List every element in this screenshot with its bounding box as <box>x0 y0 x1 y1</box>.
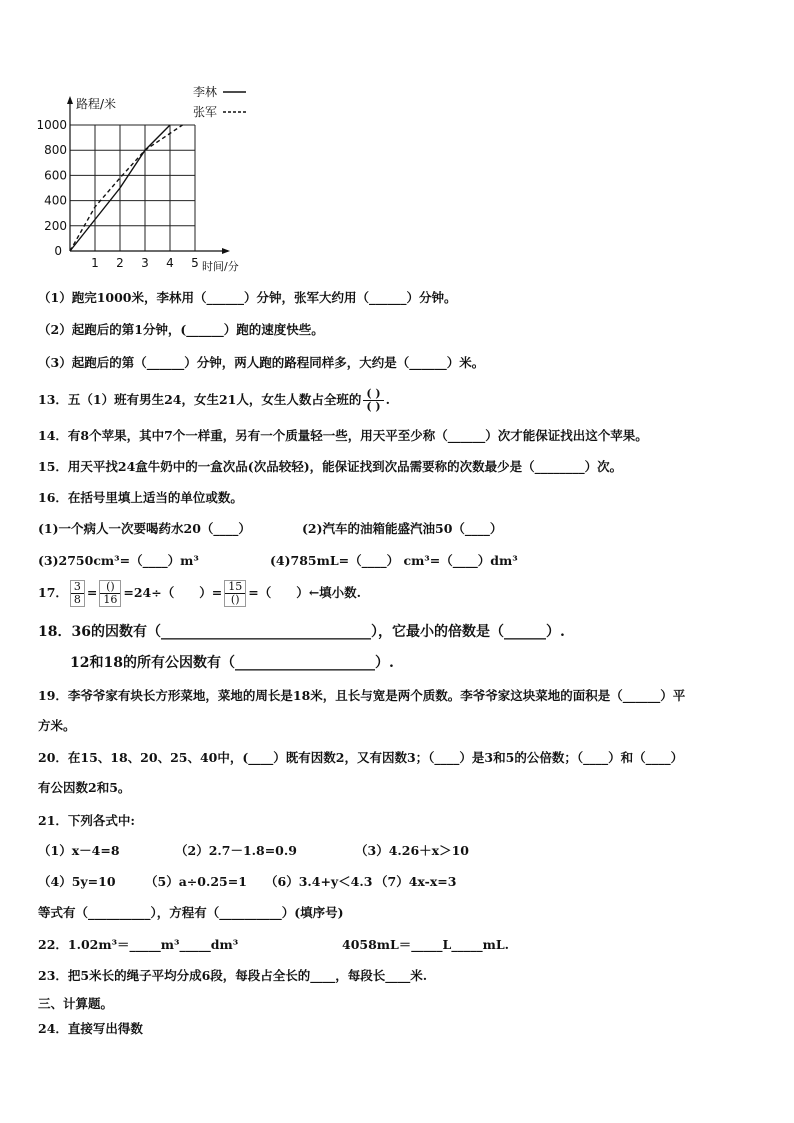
distance-time-chart <box>28 80 268 280</box>
equation-4: （4）5y=10 <box>38 874 116 889</box>
equation-5: （5）a÷0.25=1 <box>145 874 247 889</box>
x-tick-label: 4 <box>166 256 174 270</box>
x-tick-label: 3 <box>141 256 149 270</box>
y-axis-label: 路程/米 <box>76 97 117 111</box>
question-21-title: 21．下列各式中: <box>38 813 136 828</box>
x-tick-label: 5 <box>191 256 199 270</box>
question-24: 24．直接写出得数 <box>38 1021 143 1036</box>
q12-part3: （3）起跑后的第（______）分钟，两人跑的路程同样多，大约是（______）米。 <box>38 355 485 370</box>
question-16-part3: (3)2750cm³=（____）m³ <box>38 553 199 568</box>
y-axis-arrow <box>67 96 73 104</box>
fraction-blank: $\frac{( )}{( )}$ <box>363 388 383 413</box>
question-19-line2: 方米。 <box>38 718 76 733</box>
question-22-part2: 4058mL＝_____L_____mL. <box>342 937 509 952</box>
y-tick-label: 400 <box>44 193 67 208</box>
fraction-3-8: $\frac{3}{8}$ <box>70 580 85 607</box>
equation-6: （6）3.4+y＜4.3 <box>265 874 373 889</box>
origin-label: 0 <box>54 244 62 258</box>
section-3-title: 三、计算题。 <box>38 996 114 1011</box>
question-19-line1: 19．李爷爷家有块长方形菜地，菜地的周长是18米，且长与宽是两个质数。李爷爷家这块菜地的面积是（______）平 <box>38 688 686 703</box>
legend-label: 李林 <box>193 85 218 99</box>
y-tick-label: 600 <box>44 168 67 183</box>
question-22-part1: 22．1.02m³＝_____m³_____dm³ <box>38 937 239 952</box>
legend-label: 张军 <box>193 105 218 119</box>
question-18-part1: 18．36的因数有（______________________________），它最小的倍数是（______）. <box>38 624 565 640</box>
q12-part1: （1）跑完1000米，李林用（______）分钟，张军大约用（______）分钟。 <box>38 290 457 305</box>
x-axis-label: 时间/分 <box>202 260 239 273</box>
question-18-part2: 12和18的所有公因数有（____________________）. <box>70 655 394 671</box>
question-20-line1: 20．在15、18、20、25、40中，(____）既有因数2，又有因数3；（____）是3和5的公倍数；（____）和（____） <box>38 750 684 765</box>
y-tick-label: 800 <box>44 143 67 158</box>
equation-7: （7）4x-x=3 <box>375 874 457 889</box>
fraction-15-blank: $\frac{15}{()}$ <box>224 580 246 607</box>
question-20-line2: 有公因数2和5。 <box>38 780 131 795</box>
y-tick-label: 200 <box>44 218 67 233</box>
q12-part2: （2）起跑后的第1分钟，(______）跑的速度快些。 <box>38 322 324 337</box>
question-23: 23．把5米长的绳子平均分成6段，每段占全长的____，每段长____米. <box>38 968 428 983</box>
question-21-answer: 等式有（__________），方程有（__________）(填序号) <box>38 905 344 920</box>
question-17: 17． $\frac{3}{8}$ = $\frac{()}{16}$ =24÷（ ）= $\frac{15}{()}$ =（ ）←填小数. <box>38 580 362 606</box>
equation-2: （2）2.7－1.8=0.9 <box>175 843 297 858</box>
question-15: 15．用天平找24盒牛奶中的一盒次品(次品较轻)，能保证找到次品需要称的次数最少是（________）次。 <box>38 459 623 474</box>
question-13: 13．五（1）班有男生24，女生21人，女生人数占全班的 $\frac{( )}{( )}$ . <box>38 387 390 413</box>
equation-1: （1）x－4=8 <box>38 843 120 858</box>
question-16-title: 16．在括号里填上适当的单位或数。 <box>38 490 243 505</box>
equation-3: （3）4.26＋x＞10 <box>355 843 469 858</box>
question-16-part1: (1)一个病人一次要喝药水20（____） <box>38 521 251 536</box>
x-tick-label: 1 <box>91 256 99 270</box>
series-line-张军 <box>70 125 183 251</box>
question-16-part2: (2)汽车的油箱能盛汽油50（____） <box>302 521 503 536</box>
y-tick-label: 1000 <box>36 118 67 132</box>
fraction-blank-16: $\frac{()}{16}$ <box>99 580 121 607</box>
question-14: 14．有8个苹果，其中7个一样重，另有一个质量轻一些，用天平至少称（______）次才能保证找出这个苹果。 <box>38 428 648 443</box>
question-16-part4: (4)785mL=（____） cm³=（____）dm³ <box>270 553 518 568</box>
x-tick-label: 2 <box>116 256 124 270</box>
x-axis-arrow <box>222 248 230 254</box>
question-13-text: 13．五（1）班有男生24，女生21人，女生人数占全班的 <box>38 392 362 407</box>
